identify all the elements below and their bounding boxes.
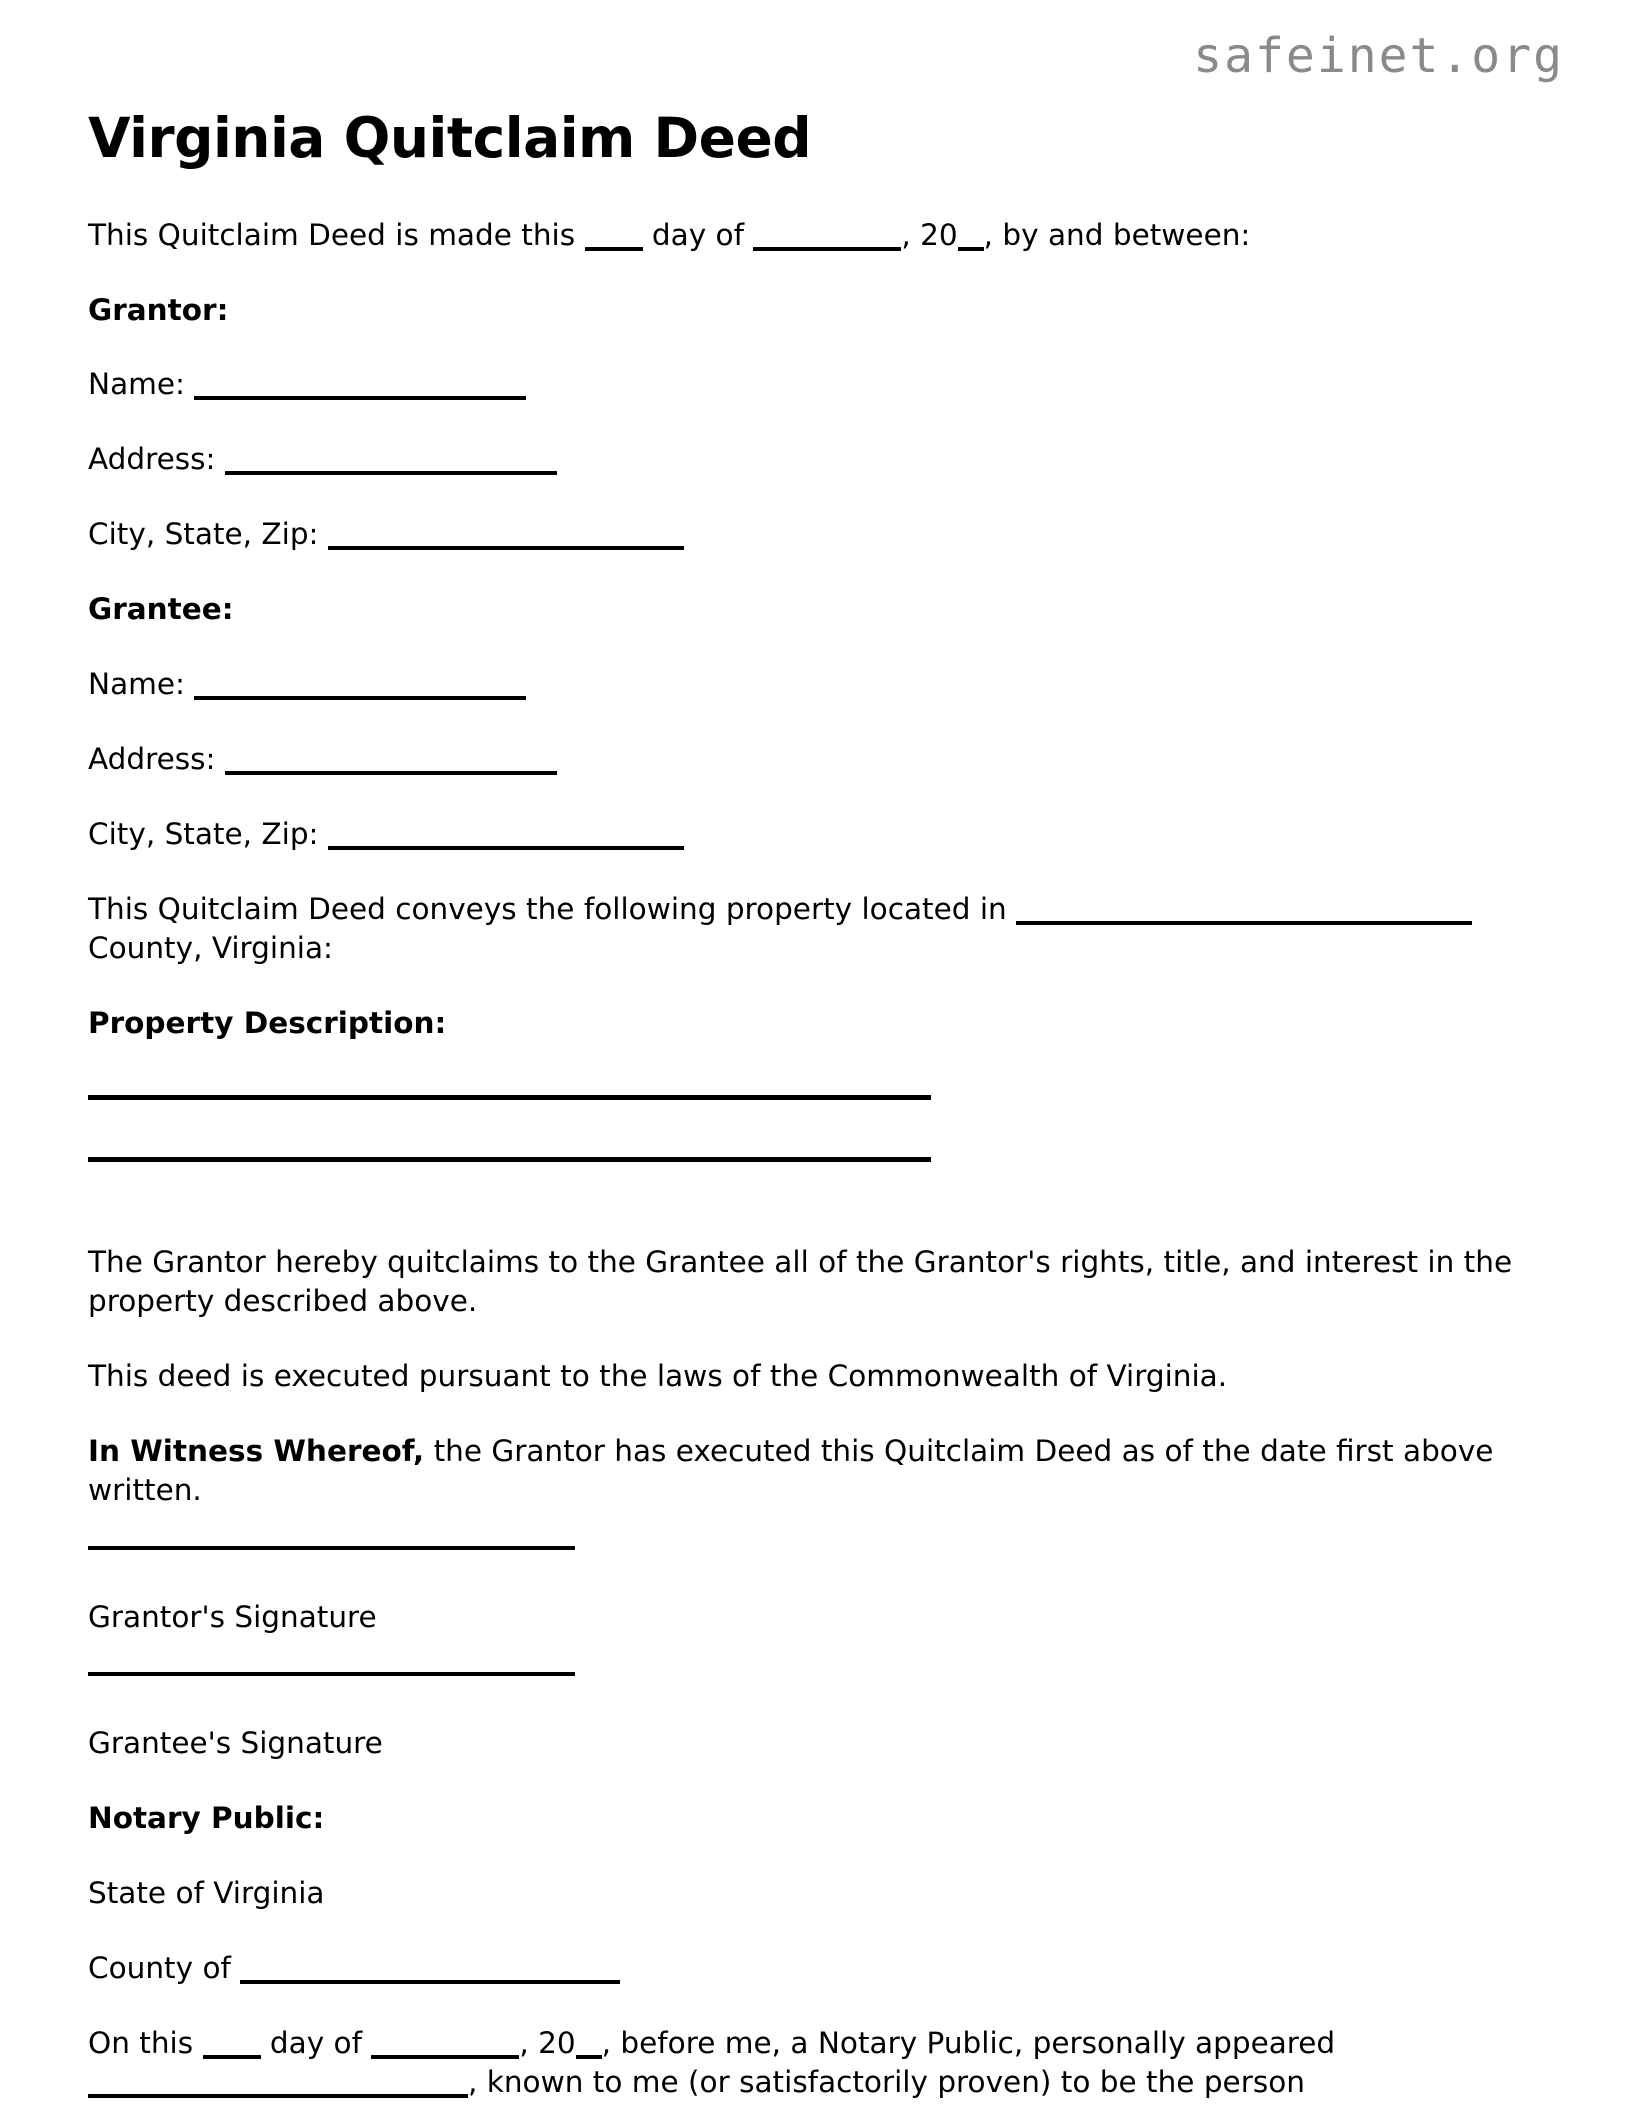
grantor-address-blank bbox=[225, 471, 557, 475]
ack-part1: On this bbox=[88, 2026, 194, 2061]
grantee-signature-block bbox=[88, 1672, 1520, 1763]
intro-after-year: , by and between: bbox=[983, 217, 1251, 252]
ack-year-prefix: , 20 bbox=[519, 2026, 576, 2061]
law-clause: This deed is executed pursuant to the laws of the Commonwealth of Virginia. bbox=[88, 1358, 1228, 1393]
conveyance-county-blank bbox=[1016, 921, 1472, 925]
grantor-signature-line[interactable] bbox=[88, 1546, 575, 1550]
quitclaim-clause: The Grantor hereby quitclaims to the Grantee all of the Grantor's rights, title, and interest in the property described above. bbox=[88, 1244, 1513, 1318]
notary-county-blank bbox=[240, 1980, 620, 1984]
grantee-citystatezip-field bbox=[88, 815, 1520, 854]
witness-clause-lead: In Witness Whereof, bbox=[88, 1433, 425, 1468]
witness-clause-rest: the Grantor has executed this Quitclaim Deed as of the date first above written. bbox=[88, 1433, 1494, 1507]
ack-day-blank bbox=[203, 2055, 261, 2059]
grantee-signature-line[interactable] bbox=[88, 1672, 575, 1676]
page-title: Virginia Quitclaim Deed bbox=[88, 106, 812, 170]
intro-before-day: This Quitclaim Deed is made this bbox=[88, 217, 576, 252]
site-watermark: safeinet.org bbox=[1193, 28, 1564, 84]
grantee-signature-caption: Grantee's Signature bbox=[88, 1726, 383, 1761]
grantor-address-label: Address: bbox=[88, 442, 216, 477]
witness-clause bbox=[88, 1432, 1520, 1510]
property-description-heading: Property Description: bbox=[88, 1005, 447, 1040]
intro-day-blank bbox=[585, 247, 643, 251]
ack-part4: , known to me (or satisfactorily proven) to be the person bbox=[468, 2065, 1305, 2100]
property-description-line-2-wrap bbox=[88, 1157, 1520, 1219]
notary-heading: Notary Public: bbox=[88, 1801, 325, 1836]
property-description-line-2 bbox=[88, 1157, 931, 1162]
notary-acknowledgment bbox=[88, 2024, 1520, 2102]
ack-part2: day of bbox=[269, 2026, 362, 2061]
grantor-signature-block bbox=[88, 1546, 1520, 1637]
grantor-name-label: Name: bbox=[88, 367, 185, 402]
intro-year-prefix: , 20 bbox=[901, 217, 958, 252]
grantor-citystatezip-field bbox=[88, 515, 1520, 554]
ack-part3: , before me, a Notary Public, personally appeared bbox=[601, 2026, 1336, 2061]
property-description-line-1 bbox=[88, 1095, 931, 1100]
intro-day-label: day of bbox=[651, 217, 744, 252]
notary-county-field bbox=[88, 1949, 1520, 1988]
ack-month-blank bbox=[371, 2055, 519, 2059]
intro-paragraph bbox=[88, 216, 1520, 255]
grantee-citystatezip-label: City, State, Zip: bbox=[88, 817, 319, 852]
grantor-citystatezip-label: City, State, Zip: bbox=[88, 517, 319, 552]
ack-name-blank bbox=[88, 2094, 468, 2098]
ack-year-blank bbox=[576, 2055, 602, 2059]
grantor-name-blank bbox=[194, 396, 526, 400]
notary-state-line: State of Virginia bbox=[88, 1876, 325, 1911]
intro-month-blank bbox=[753, 247, 901, 251]
notary-county-label: County of bbox=[88, 1951, 231, 1986]
document-body bbox=[88, 108, 1520, 2127]
grantee-address-field bbox=[88, 740, 1520, 779]
grantee-address-blank bbox=[225, 771, 557, 775]
grantor-citystatezip-blank bbox=[328, 546, 684, 550]
grantee-citystatezip-blank bbox=[328, 846, 684, 850]
grantee-signature-spacer bbox=[88, 1672, 1520, 1724]
grantor-name-field bbox=[88, 365, 1520, 404]
grantee-heading: Grantee: bbox=[88, 592, 234, 627]
grantor-heading: Grantor: bbox=[88, 292, 229, 327]
grantee-address-label: Address: bbox=[88, 742, 216, 777]
grantor-signature-caption: Grantor's Signature bbox=[88, 1599, 377, 1634]
grantee-name-field bbox=[88, 665, 1520, 704]
intro-year-blank bbox=[958, 247, 984, 251]
grantee-name-label: Name: bbox=[88, 667, 185, 702]
grantor-address-field bbox=[88, 440, 1520, 479]
conveyance-before-blank: This Quitclaim Deed conveys the following property located in bbox=[88, 892, 1007, 927]
property-description-line-1-wrap bbox=[88, 1079, 1520, 1157]
conveyance-after-blank: County, Virginia: bbox=[88, 930, 333, 965]
conveyance-paragraph bbox=[88, 890, 1520, 968]
grantee-name-blank bbox=[194, 696, 526, 700]
grantor-signature-spacer bbox=[88, 1546, 1520, 1598]
